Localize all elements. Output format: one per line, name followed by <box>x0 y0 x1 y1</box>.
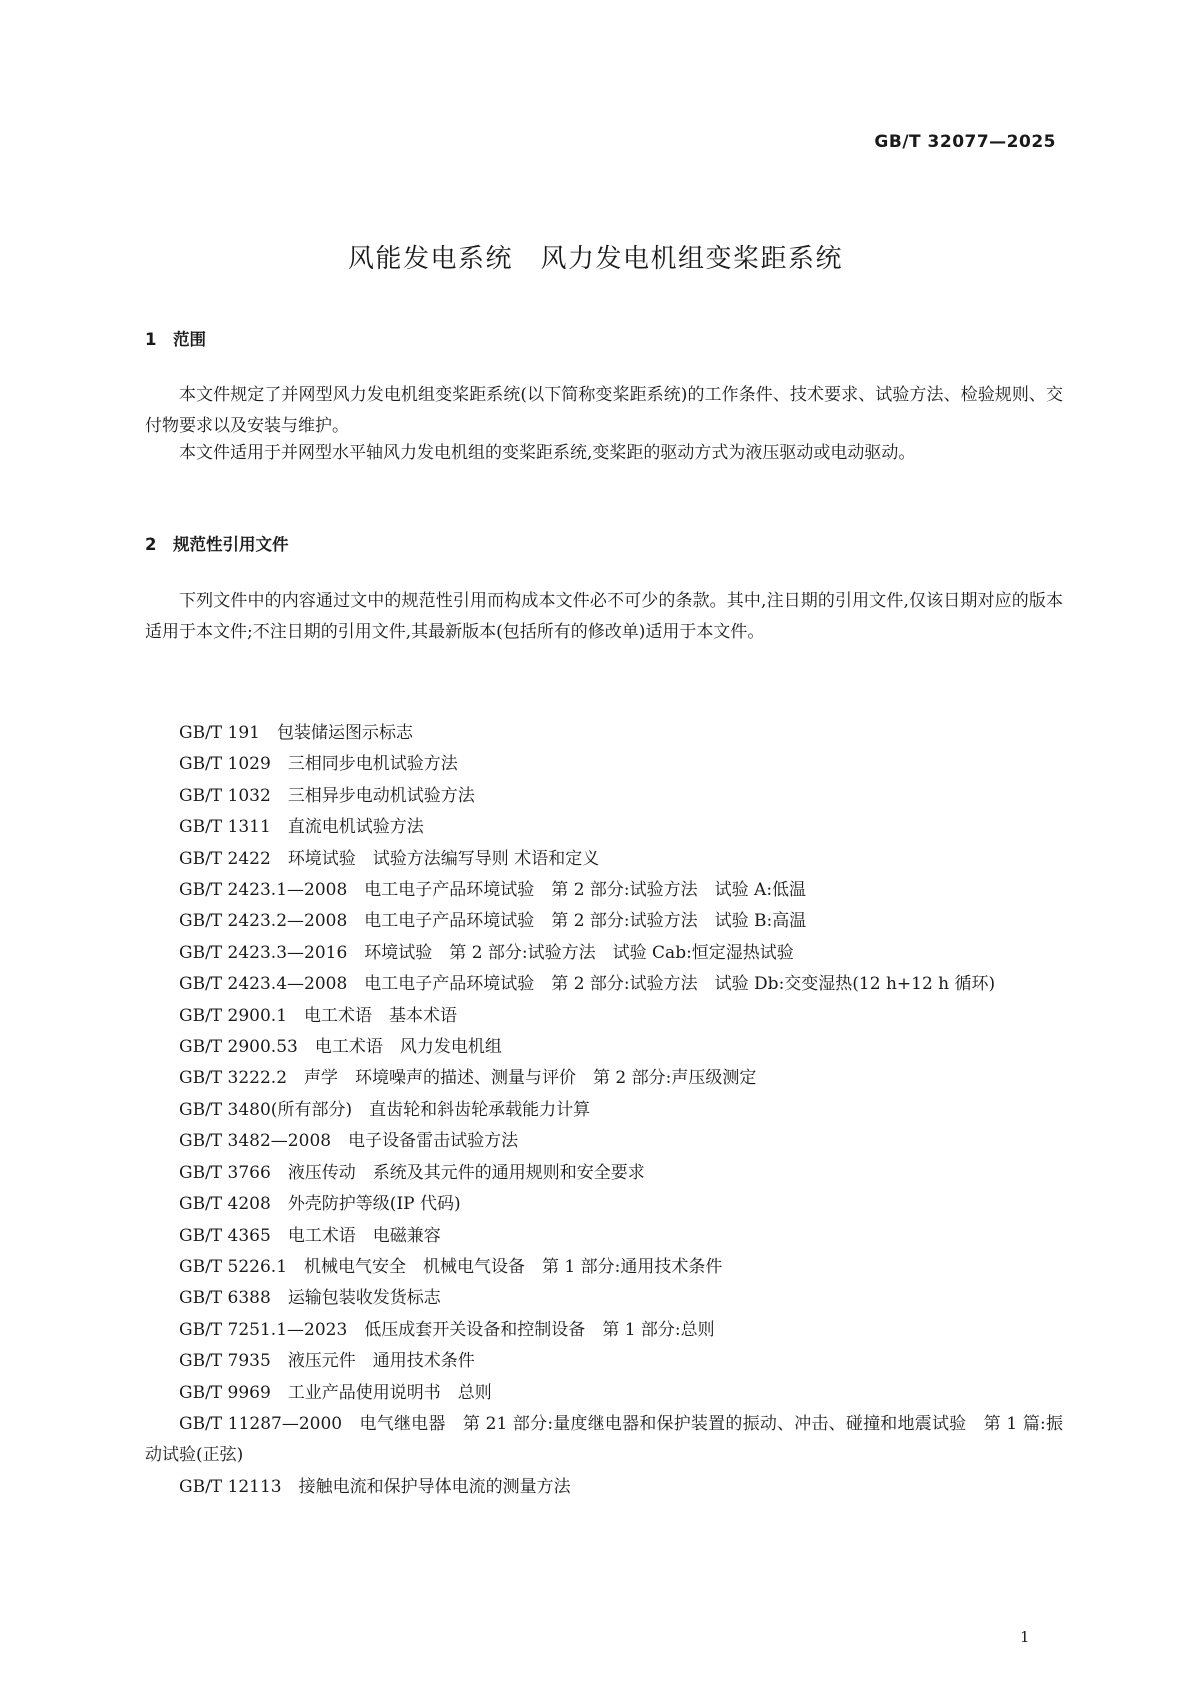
reference-item <box>145 1095 1063 1126</box>
reference-item <box>145 1346 1063 1377</box>
reference-item <box>145 1409 1063 1472</box>
reference-title: 环境试验 试验方法编写导则 术语和定义 <box>287 848 600 869</box>
section-2-number: 2 <box>145 535 157 554</box>
reference-title: 环境试验 第 2 部分:试验方法 试验 Cab:恒定湿热试验 <box>364 942 794 963</box>
reference-code: GB/T 2423.1—2008 <box>179 880 348 901</box>
reference-item <box>145 1001 1063 1032</box>
reference-item <box>145 938 1063 969</box>
reference-title: 电气继电器 第 21 部分:量度继电器和保护装置的振动、冲击、碰撞和地震试验 第 1 篇:振动试验(正弦) <box>145 1413 1064 1466</box>
reference-title: 运输包装收发货标志 <box>287 1288 441 1309</box>
reference-code: GB/T 3482—2008 <box>179 1131 332 1152</box>
reference-title: 直齿轮和斜齿轮承载能力计算 <box>369 1099 591 1120</box>
reference-code: GB/T 2422 <box>179 848 271 869</box>
reference-code: GB/T 1032 <box>179 785 271 806</box>
reference-title: 工业产品使用说明书 总则 <box>287 1382 492 1403</box>
section-1-number: 1 <box>145 330 157 349</box>
reference-item <box>145 1252 1063 1283</box>
reference-item <box>145 844 1063 875</box>
reference-code: GB/T 7251.1—2023 <box>179 1319 348 1340</box>
reference-item <box>145 781 1063 812</box>
reference-title: 液压元件 通用技术条件 <box>287 1351 475 1372</box>
reference-item <box>145 1032 1063 1063</box>
scope-paragraph-2: 本文件适用于并网型水平轴风力发电机组的变桨距系统,变桨距的驱动方式为液压驱动或电动驱动。 <box>179 443 916 463</box>
reference-item <box>145 1283 1063 1314</box>
scope-paragraph-1: 本文件规定了并网型风力发电机组变桨距系统(以下简称变桨距系统)的工作条件、技术要求、试验方法、检验规则、交付物要求以及安装与维护。 <box>145 385 1063 436</box>
reference-title: 接触电流和保护导体电流的测量方法 <box>298 1476 571 1497</box>
reference-code: GB/T 1029 <box>179 754 271 775</box>
page-number: 1 <box>1020 1628 1030 1646</box>
reference-item <box>145 1378 1063 1409</box>
reference-code: GB/T 3222.2 <box>179 1068 288 1089</box>
reference-code: GB/T 2900.53 <box>179 1037 298 1058</box>
section-2-title: 规范性引用文件 <box>173 535 289 554</box>
reference-title: 低压成套开关设备和控制设备 第 1 部分:总则 <box>364 1319 715 1340</box>
reference-item <box>145 718 1063 749</box>
reference-code: GB/T 5226.1 <box>179 1256 288 1277</box>
reference-title: 声学 环境噪声的描述、测量与评价 第 2 部分:声压级测定 <box>304 1068 757 1089</box>
reference-title: 电工术语 基本术语 <box>304 1005 458 1026</box>
section-2-heading <box>145 531 289 555</box>
reference-code: GB/T 4208 <box>179 1194 271 1215</box>
reference-code: GB/T 2900.1 <box>179 1005 288 1026</box>
reference-item <box>145 1472 1063 1503</box>
references-intro: 下列文件中的内容通过文中的规范性引用而构成本文件必不可少的条款。其中,注日期的引用文件,仅该日期对应的版本适用于本文件;不注日期的引用文件,其最新版本(包括所有的修改单)适用于本文件。 <box>145 591 1063 642</box>
reference-code: GB/T 1311 <box>179 817 271 838</box>
reference-title: 电工术语 电磁兼容 <box>287 1225 441 1246</box>
reference-item <box>145 1189 1063 1220</box>
reference-title: 电工术语 风力发电机组 <box>314 1037 502 1058</box>
reference-code: GB/T 12113 <box>179 1476 282 1497</box>
reference-item <box>145 1126 1063 1157</box>
reference-code: GB/T 9969 <box>179 1382 271 1403</box>
reference-code: GB/T 6388 <box>179 1288 271 1309</box>
reference-title: 机械电气安全 机械电气设备 第 1 部分:通用技术条件 <box>304 1256 723 1277</box>
reference-item <box>145 1063 1063 1094</box>
reference-code: GB/T 7935 <box>179 1351 271 1372</box>
section-1-title: 范围 <box>173 330 206 349</box>
reference-title: 直流电机试验方法 <box>287 817 424 838</box>
reference-code: GB/T 2423.3—2016 <box>179 942 348 963</box>
standard-code: GB/T 32077—2025 <box>874 132 1056 152</box>
reference-item <box>145 1158 1063 1189</box>
reference-item <box>145 1315 1063 1346</box>
reference-code: GB/T 2423.4—2008 <box>179 974 348 995</box>
reference-code: GB/T 3766 <box>179 1162 271 1183</box>
reference-title: 包装储运图示标志 <box>277 723 413 743</box>
reference-title: 三相异步电动机试验方法 <box>287 785 475 806</box>
reference-code: GB/T 11287—2000 <box>179 1413 343 1434</box>
reference-title: 电工电子产品环境试验 第 2 部分:试验方法 试验 A:低温 <box>364 880 807 901</box>
reference-item <box>145 749 1063 780</box>
reference-list <box>145 718 1063 1503</box>
reference-title: 电子设备雷击试验方法 <box>348 1131 519 1152</box>
reference-title: 三相同步电机试验方法 <box>287 754 458 775</box>
reference-title: 液压传动 系统及其元件的通用规则和安全要求 <box>287 1162 645 1183</box>
reference-item <box>145 906 1063 937</box>
reference-title: 外壳防护等级(IP 代码) <box>287 1194 461 1215</box>
reference-code: GB/T 2423.2—2008 <box>179 911 348 932</box>
reference-code: GB/T 4365 <box>179 1225 271 1246</box>
reference-item <box>145 812 1063 843</box>
reference-item <box>145 1221 1063 1252</box>
document-title: 风能发电系统 风力发电机组变桨距系统 <box>347 244 843 274</box>
reference-item <box>145 875 1063 906</box>
reference-title: 电工电子产品环境试验 第 2 部分:试验方法 试验 B:高温 <box>364 911 807 932</box>
reference-code: GB/T 191 <box>179 723 260 743</box>
reference-code: GB/T 3480(所有部分) <box>179 1099 353 1120</box>
reference-item <box>145 969 1063 1000</box>
reference-title: 电工电子产品环境试验 第 2 部分:试验方法 试验 Db:交变湿热(12 h+12 h 循环) <box>364 974 996 995</box>
section-1-heading <box>145 326 206 350</box>
